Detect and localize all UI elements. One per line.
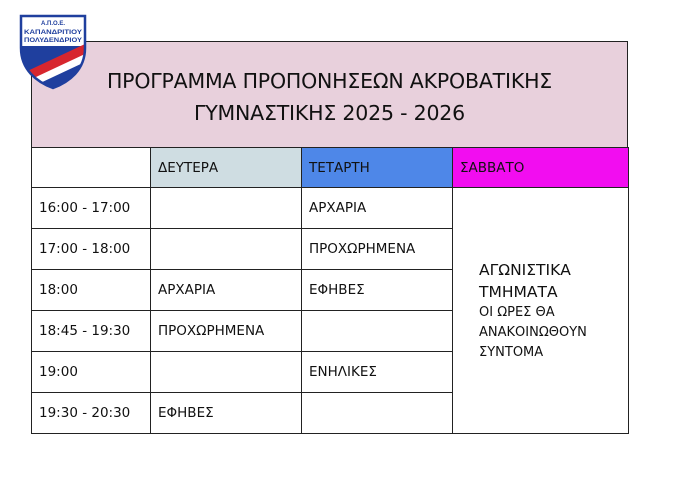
- header-monday: ΔΕΥΤΕΡΑ: [151, 148, 302, 188]
- logo-text-mid: ΚΑΠΑΝΔΡΙΤΙΟΥ: [24, 29, 84, 36]
- header-time: [32, 148, 151, 188]
- header-wednesday: ΤΕΤΑΡΤΗ: [302, 148, 453, 188]
- wednesday-cell: [302, 393, 453, 434]
- title-box: [31, 41, 628, 148]
- saturday-line-5: ΣΥΝΤΟΜΑ: [479, 344, 544, 360]
- monday-cell: ΕΦΗΒΕΣ: [151, 393, 302, 434]
- monday-cell: ΠΡΟΧΩΡΗΜΕΝΑ: [151, 311, 302, 352]
- saturday-line-4: ΑΝΑΚΟΙΝΩΘΟΥΝ: [479, 324, 587, 340]
- saturday-cell: [453, 188, 629, 434]
- time-cell: 16:00 - 17:00: [32, 188, 151, 229]
- monday-cell: [151, 229, 302, 270]
- monday-cell: [151, 188, 302, 229]
- wednesday-cell: [302, 311, 453, 352]
- logo-text-bot: ΠΟΛΥΔΕΝΔΡΙΟΥ: [24, 37, 84, 44]
- club-logo: [15, 12, 91, 90]
- time-cell: 19:00: [32, 352, 151, 393]
- wednesday-cell: ΕΝΗΛΙΚΕΣ: [302, 352, 453, 393]
- wednesday-cell: ΠΡΟΧΩΡΗΜΕΝΑ: [302, 229, 453, 270]
- header-saturday: ΣΑΒΒΑΤΟ: [453, 148, 629, 188]
- saturday-line-3: ΟΙ ΩΡΕΣ ΘΑ: [479, 304, 555, 320]
- logo-text-top: Α.Π.Ο.Ε.: [40, 21, 66, 27]
- monday-cell: [151, 352, 302, 393]
- wednesday-cell: ΑΡΧΑΡΙΑ: [302, 188, 453, 229]
- time-cell: 18:00: [32, 270, 151, 311]
- saturday-line-2: ΤΜΗΜΑΤΑ: [479, 282, 558, 301]
- table-row: [32, 188, 629, 229]
- title-line-1: ΠΡΟΓΡΑΜΜΑ ΠΡΟΠΟΝΗΣΕΩΝ ΑΚΡΟΒΑΤΙΚΗΣ: [106, 68, 553, 93]
- schedule-table: [31, 147, 629, 434]
- page-title: [107, 65, 552, 129]
- wednesday-cell: ΕΦΗΒΕΣ: [302, 270, 453, 311]
- monday-cell: ΑΡΧΑΡΙΑ: [151, 270, 302, 311]
- table-header-row: [32, 148, 629, 188]
- time-cell: 18:45 - 19:30: [32, 311, 151, 352]
- title-line-2: ΓΥΜΝΑΣΤΙΚΗΣ 2025 - 2026: [193, 100, 465, 125]
- saturday-line-1: ΑΓΩΝΙΣΤΙΚΑ: [479, 260, 571, 279]
- time-cell: 17:00 - 18:00: [32, 229, 151, 270]
- club-crest-icon: [15, 12, 91, 90]
- time-cell: 19:30 - 20:30: [32, 393, 151, 434]
